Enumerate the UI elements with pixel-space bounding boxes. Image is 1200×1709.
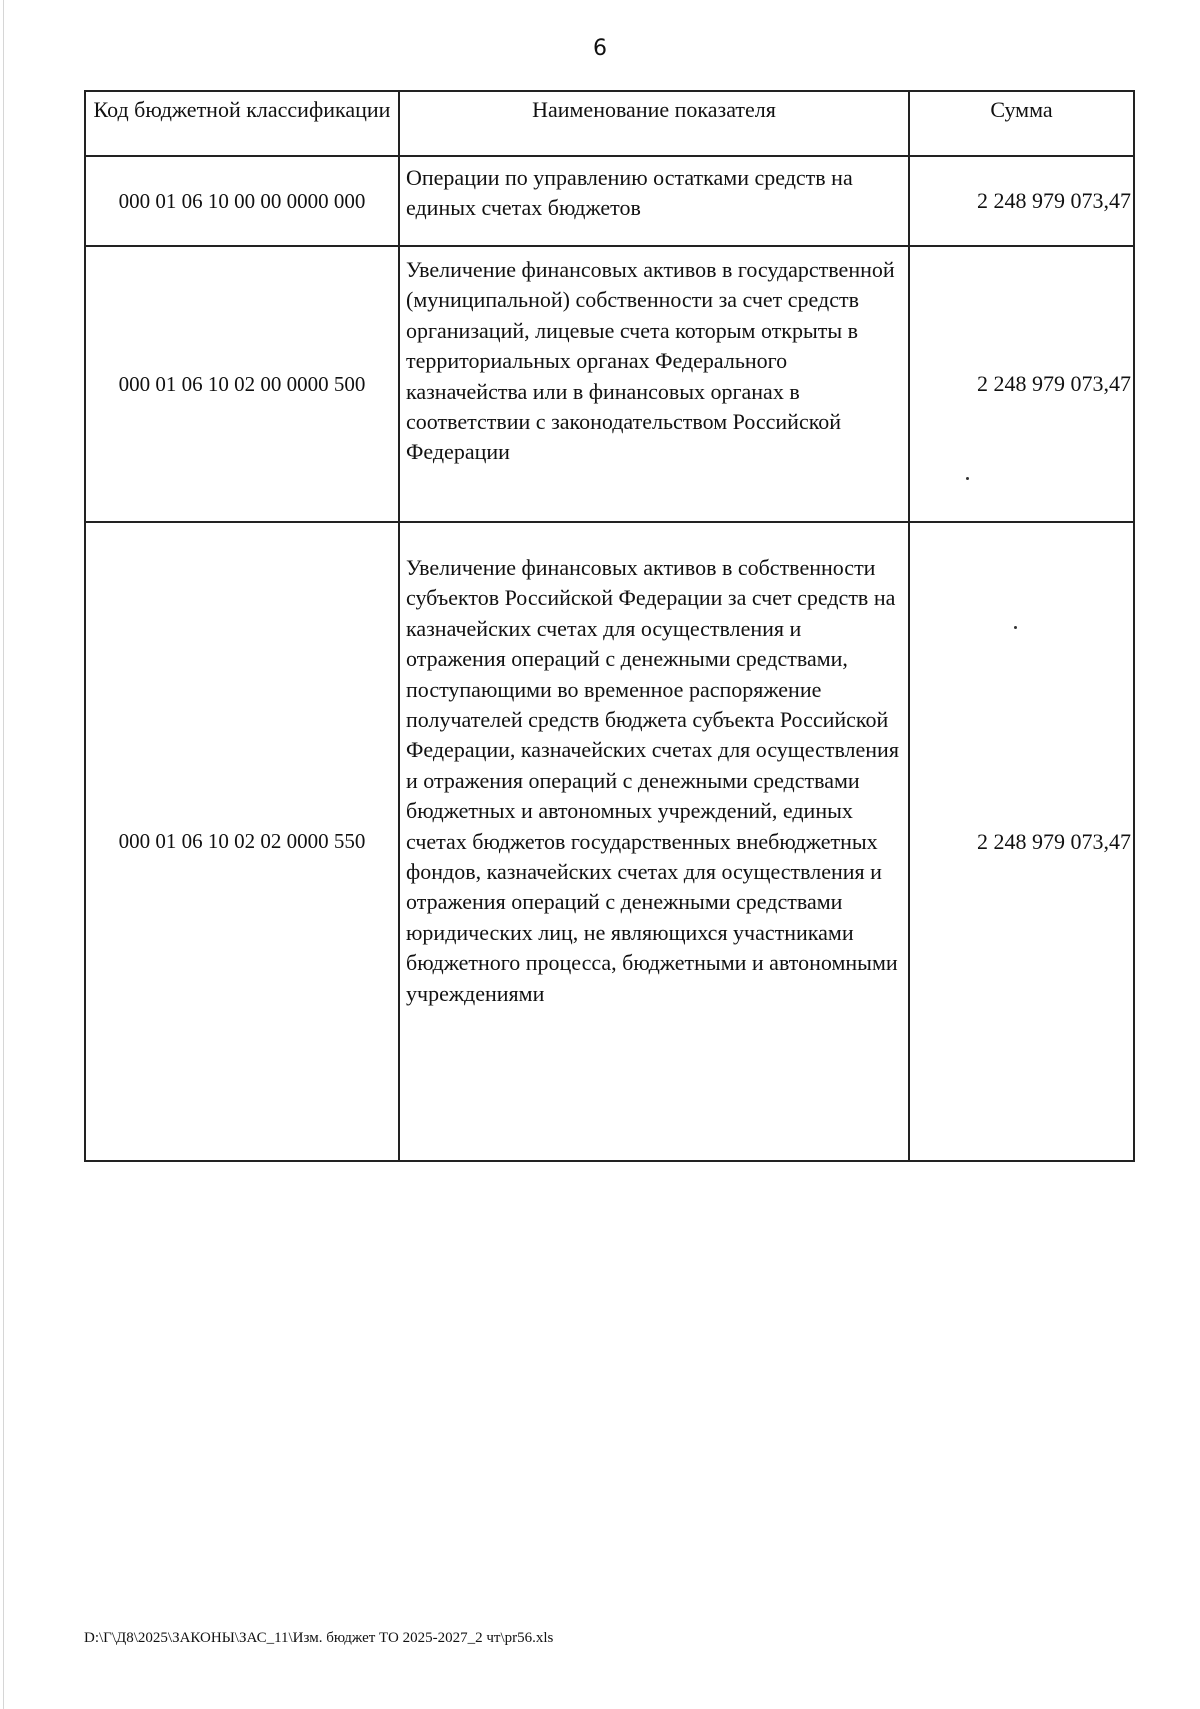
row-sum: 2 248 979 073,47 bbox=[909, 246, 1134, 522]
scan-edge-line bbox=[3, 0, 4, 1709]
row-sum: 2 248 979 073,47 bbox=[909, 156, 1134, 246]
header-sum: Сумма bbox=[909, 91, 1134, 156]
row-name: Операции по управлению остатками средств на единых счетах бюджетов bbox=[399, 156, 909, 246]
row-code: 000 01 06 10 00 00 0000 000 bbox=[85, 156, 399, 246]
page-number: 6 bbox=[593, 36, 607, 61]
header-code: Код бюджетной классификации bbox=[85, 91, 399, 156]
table-row bbox=[85, 246, 1134, 522]
header-name: Наименование показателя bbox=[399, 91, 909, 156]
row-sum: 2 248 979 073,47 bbox=[909, 522, 1134, 1161]
table-row bbox=[85, 522, 1134, 1161]
table-row bbox=[85, 156, 1134, 246]
table-header-row bbox=[85, 91, 1134, 156]
row-code: 000 01 06 10 02 02 0000 550 bbox=[85, 522, 399, 1161]
row-name: Увеличение финансовых активов в государственной (муниципальной) собственности за счет средств организаций, лицевые счета которым открыты в территориальных органах Федерального казначейства или в финансовых органах в соответствии с законодательством Российской Федерации bbox=[399, 246, 909, 522]
scan-speck bbox=[966, 477, 969, 480]
row-name: Увеличение финансовых активов в собственности субъектов Российской Федерации за счет средств на казначейских счетах для осуществления и отражения операций с денежными средствами, поступающими во временное распоряжение получателей средств бюджета субъекта Российской Федерации, казначейских счетах для осуществления и отражения операций с денежными средствами бюджетных и автономных учреждений, единых счетах бюджетов государственных внебюджетных фондов, казначейских счетах для осуществления и отражения операций с денежными средствами юридических лиц, не являющихся участниками бюджетного процесса, бюджетными и автономными учреждениями bbox=[399, 522, 909, 1161]
row-code: 000 01 06 10 02 00 0000 500 bbox=[85, 246, 399, 522]
scan-speck bbox=[1014, 626, 1017, 629]
file-path-footer: D:\Г\Д8\2025\ЗАКОНЫ\ЗАС_11\Изм. бюджет ТО 2025-2027_2 чт\pr56.xls bbox=[84, 1630, 554, 1646]
budget-sources-table bbox=[84, 90, 1135, 1162]
